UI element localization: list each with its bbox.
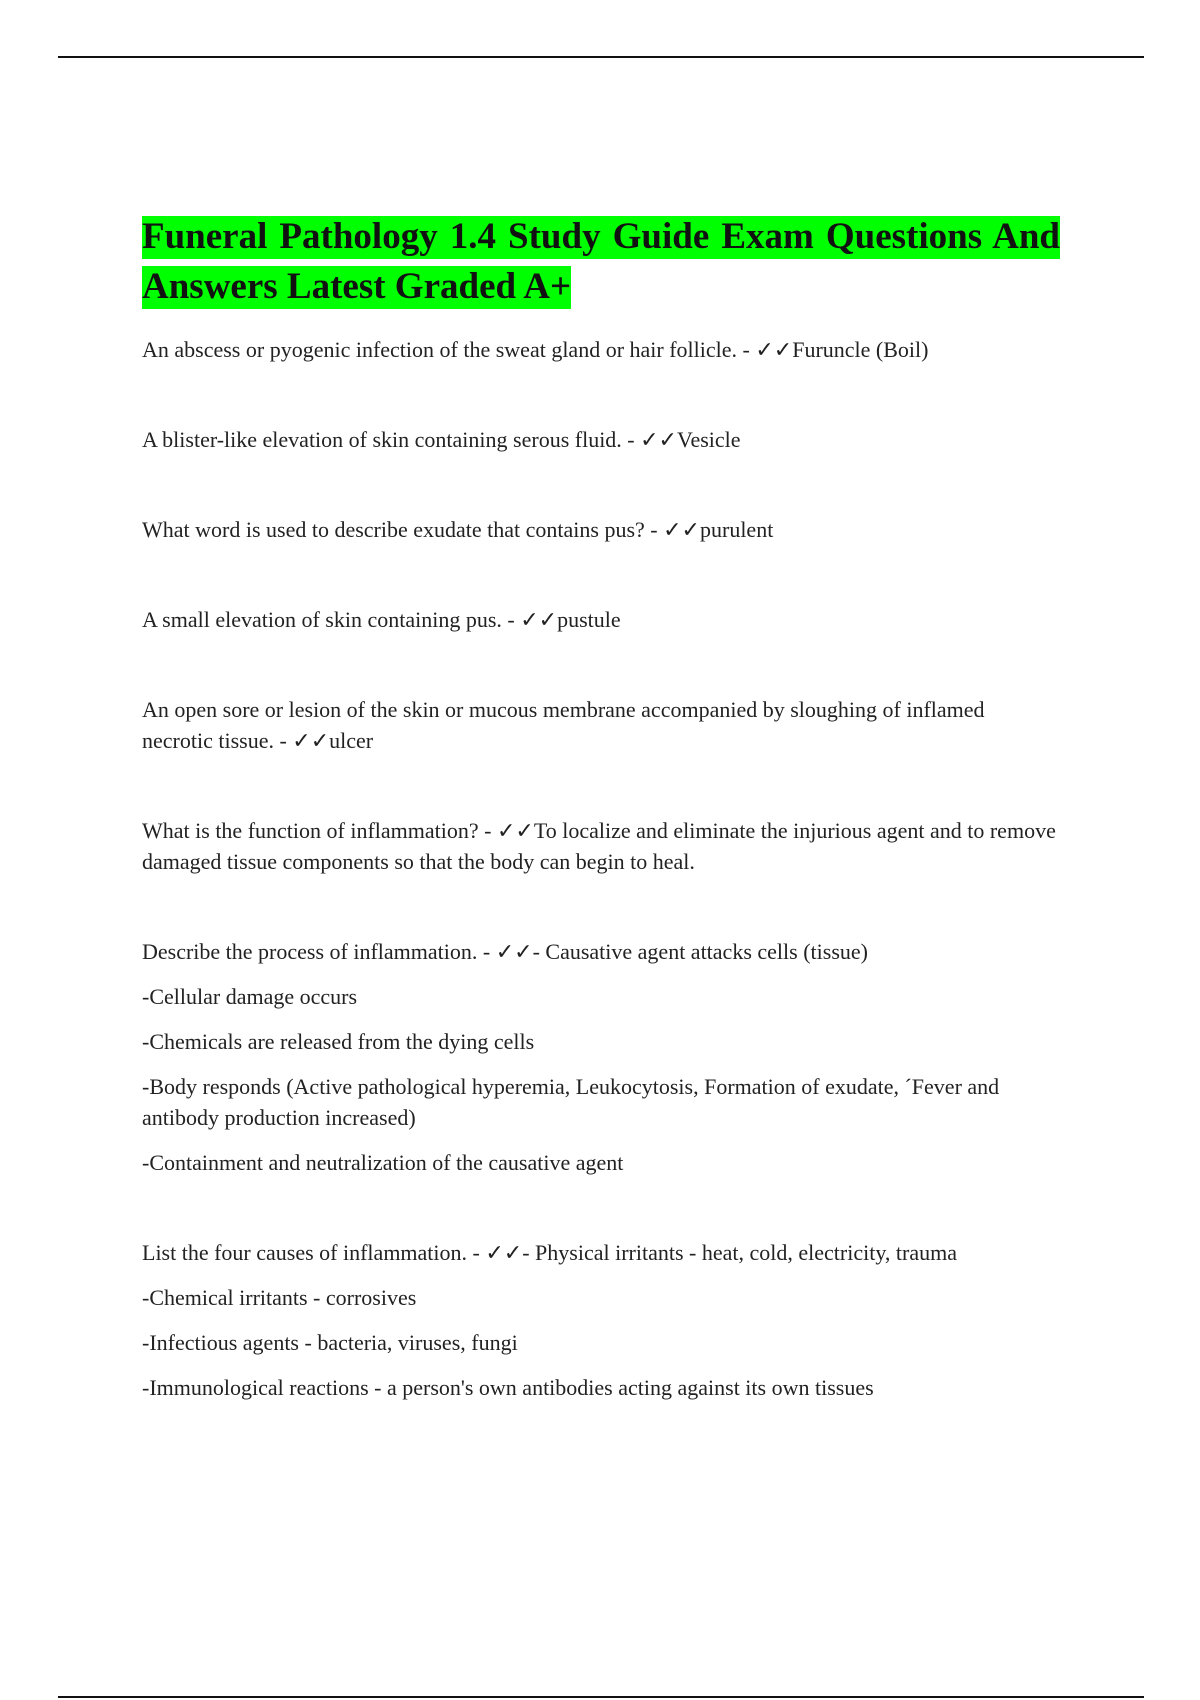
qa-subline: -Containment and neutralization of the causative agent bbox=[142, 1150, 624, 1175]
document-body bbox=[142, 212, 1060, 1403]
document-title bbox=[142, 212, 1060, 312]
qa-item bbox=[142, 936, 1060, 1178]
qa-item bbox=[142, 694, 1060, 756]
qa-subline: -Chemicals are released from the dying cells bbox=[142, 1029, 535, 1054]
qa-text: An open sore or lesion of the skin or mucous membrane accompanied by sloughing of inflamed necrotic tissue. - ✓✓ulcer bbox=[142, 697, 985, 753]
qa-subline: -Cellular damage occurs bbox=[142, 984, 358, 1009]
qa-item bbox=[142, 514, 1060, 545]
qa-text: A small elevation of skin containing pus. - ✓✓pustule bbox=[142, 607, 621, 632]
qa-text: Describe the process of inflammation. - ✓✓- Causative agent attacks cells (tissue) bbox=[142, 939, 868, 964]
qa-subline: -Infectious agents - bacteria, viruses, fungi bbox=[142, 1330, 518, 1355]
qa-subline: -Body responds (Active pathological hyperemia, Leukocytosis, Formation of exudate, ´Fever and antibody production increased) bbox=[142, 1074, 1000, 1130]
title-highlight: Funeral Pathology 1.4 Study Guide Exam Questions And Answers Latest Graded A+ bbox=[142, 216, 1060, 307]
qa-text: A blister-like elevation of skin containing serous fluid. - ✓✓Vesicle bbox=[142, 427, 741, 452]
qa-text: List the four causes of inflammation. - ✓✓- Physical irritants - heat, cold, electricity, trauma bbox=[142, 1240, 957, 1265]
qa-item bbox=[142, 604, 1060, 635]
qa-text: An abscess or pyogenic infection of the sweat gland or hair follicle. - ✓✓Furuncle (Boil) bbox=[142, 337, 929, 362]
qa-text: What is the function of inflammation? - ✓✓To localize and eliminate the injurious agent and to remove damaged tissue components so that the body can begin to heal. bbox=[142, 818, 1056, 874]
qa-item bbox=[142, 815, 1060, 877]
qa-item bbox=[142, 424, 1060, 455]
qa-item bbox=[142, 334, 1060, 365]
footer-rule bbox=[58, 1696, 1144, 1698]
qa-subline: -Immunological reactions - a person's own antibodies acting against its own tissues bbox=[142, 1375, 874, 1400]
qa-subline: -Chemical irritants - corrosives bbox=[142, 1285, 417, 1310]
header-rule bbox=[58, 56, 1144, 58]
qa-text: What word is used to describe exudate that contains pus? - ✓✓purulent bbox=[142, 517, 774, 542]
qa-list bbox=[142, 334, 1060, 1403]
qa-item bbox=[142, 1237, 1060, 1403]
